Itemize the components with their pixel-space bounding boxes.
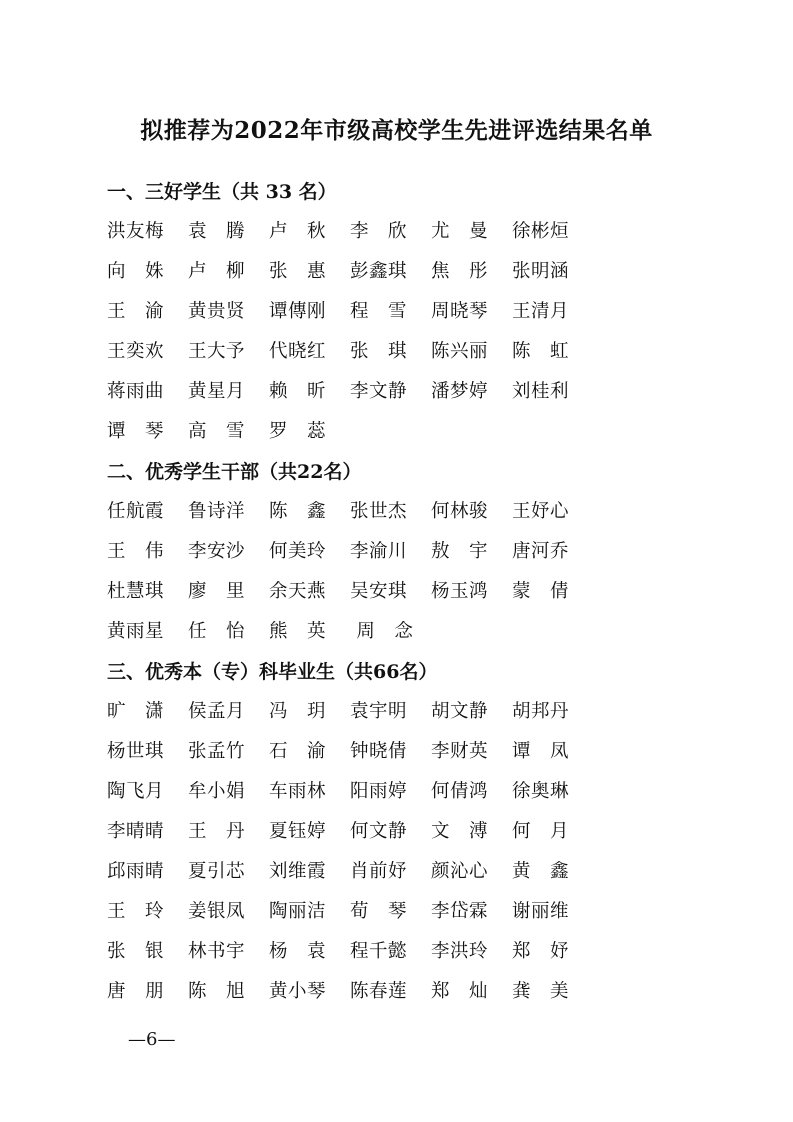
section-heading: 二、优秀学生干部（共22名） [107,461,362,483]
name-entry: 钟晓倩 [350,741,408,762]
name-entry: 冯 玥 [269,701,327,722]
document-title: 拟推荐为2022年市级高校学生先进评选结果名单 [140,117,653,144]
name-entry: 张明涵 [512,261,570,282]
name-entry: 王 伟 [107,541,165,562]
name-entry: 陈春莲 [350,981,408,1002]
name-entry: 张 惠 [269,261,327,282]
page-number: —6— [128,1029,176,1050]
name-entry: 谢丽维 [512,901,570,922]
name-entry: 王 渝 [107,301,165,322]
name-entry: 姜银凤 [188,901,246,922]
name-entry: 李安沙 [188,541,246,562]
name-entry: 胡邦丹 [512,701,570,722]
name-entry: 刘维霞 [269,861,327,882]
name-list [107,692,727,1012]
name-entry: 向 姝 [107,261,165,282]
name-entry: 文 溥 [431,821,489,842]
name-entry: 何美玲 [269,541,327,562]
name-entry: 肖前妤 [350,861,408,882]
name-entry: 卢 柳 [188,261,246,282]
name-list [107,212,727,452]
name-entry: 侯孟月 [188,701,246,722]
name-entry: 阳雨婷 [350,781,408,802]
name-entry: 熊 英 [269,621,327,642]
name-entry: 黄 鑫 [512,861,570,882]
name-entry: 陶丽洁 [269,901,327,922]
name-entry: 李财英 [431,741,489,762]
name-entry: 周晓琴 [431,301,489,322]
name-entry: 徐奥琳 [512,781,570,802]
name-entry: 邱雨晴 [107,861,165,882]
name-entry: 任 怡 [188,621,246,642]
name-entry: 谭 琴 [107,421,165,442]
section-heading: 一、三好学生（共 33 名） [107,181,337,203]
name-entry: 杨玉鸿 [431,581,489,602]
section-outstanding-graduates [107,652,727,1012]
name-entry: 黄雨星 [107,621,165,642]
name-entry: 高 雪 [188,421,246,442]
document-body [107,172,727,1012]
name-entry: 余天燕 [269,581,327,602]
name-entry: 龚 美 [512,981,570,1002]
name-entry: 敖 宇 [431,541,489,562]
name-entry: 何 月 [512,821,570,842]
name-entry: 王 丹 [188,821,246,842]
name-entry: 牟小娟 [188,781,246,802]
name-entry: 黄贵贤 [188,301,246,322]
name-entry: 杨世琪 [107,741,165,762]
name-entry: 王大予 [188,341,246,362]
name-entry: 夏钰婷 [269,821,327,842]
name-entry: 谭 凤 [512,741,570,762]
name-entry: 车雨林 [269,781,327,802]
name-entry: 卢 秋 [269,221,327,242]
name-entry: 蒙 倩 [512,581,570,602]
name-entry: 王 玲 [107,901,165,922]
name-entry: 陶飞月 [107,781,165,802]
name-entry: 李文静 [350,381,408,402]
name-entry: 吴安琪 [350,581,408,602]
name-entry: 李岱霖 [431,901,489,922]
name-entry: 尤 曼 [431,221,489,242]
name-entry: 郑 灿 [431,981,489,1002]
name-entry: 唐河乔 [512,541,570,562]
name-entry: 彭鑫琪 [350,261,408,282]
name-entry: 胡文静 [431,701,489,722]
name-entry: 林书宇 [188,941,246,962]
name-entry: 唐 朋 [107,981,165,1002]
section-heading: 三、优秀本（专）科毕业生（共66名） [107,661,438,683]
name-entry: 陈 虹 [512,341,570,362]
name-entry: 刘桂利 [512,381,570,402]
name-entry: 李渝川 [350,541,408,562]
name-entry: 张世杰 [350,501,408,522]
name-entry: 代晓红 [269,341,327,362]
name-entry: 李晴晴 [107,821,165,842]
name-entry: 程千懿 [350,941,408,962]
name-entry: 荀 琴 [350,901,408,922]
name-entry: 郑 妤 [512,941,570,962]
name-entry: 李 欣 [350,221,408,242]
name-entry: 张 银 [107,941,165,962]
name-entry: 李洪玲 [431,941,489,962]
name-entry: 王奕欢 [107,341,165,362]
name-entry: 陈 旭 [188,981,246,1002]
name-entry: 程 雪 [350,301,408,322]
name-entry: 王清月 [512,301,570,322]
name-entry: 袁宇明 [350,701,408,722]
name-entry: 何林骏 [431,501,489,522]
name-entry: 陈兴丽 [431,341,489,362]
name-entry: 潘梦婷 [431,381,489,402]
name-entry: 石 渝 [269,741,327,762]
name-entry: 颜沁心 [431,861,489,882]
name-entry: 周 念 [350,621,414,642]
name-entry: 王妤心 [512,501,570,522]
name-entry: 黄星月 [188,381,246,402]
name-entry: 杨 袁 [269,941,327,962]
section-three-good-students [107,172,727,452]
name-entry: 徐彬烜 [512,221,570,242]
name-entry: 任航霞 [107,501,165,522]
name-entry: 赖 昕 [269,381,327,402]
name-entry: 蒋雨曲 [107,381,165,402]
name-entry: 谭傳刚 [269,301,327,322]
name-entry: 袁 腾 [188,221,246,242]
section-outstanding-cadres [107,452,727,652]
name-entry: 张 琪 [350,341,408,362]
name-entry: 张孟竹 [188,741,246,762]
name-entry: 旷 潇 [107,701,165,722]
name-entry: 鲁诗洋 [188,501,246,522]
name-entry: 夏引芯 [188,861,246,882]
name-entry: 焦 彤 [431,261,489,282]
name-entry: 廖 里 [188,581,246,602]
name-list [107,492,727,652]
name-entry: 何倩鸿 [431,781,489,802]
name-entry: 陈 鑫 [269,501,327,522]
name-entry: 何文静 [350,821,408,842]
name-entry: 黄小琴 [269,981,327,1002]
name-entry: 罗 蕊 [269,421,327,442]
name-entry: 杜慧琪 [107,581,165,602]
name-entry: 洪友梅 [107,221,165,242]
